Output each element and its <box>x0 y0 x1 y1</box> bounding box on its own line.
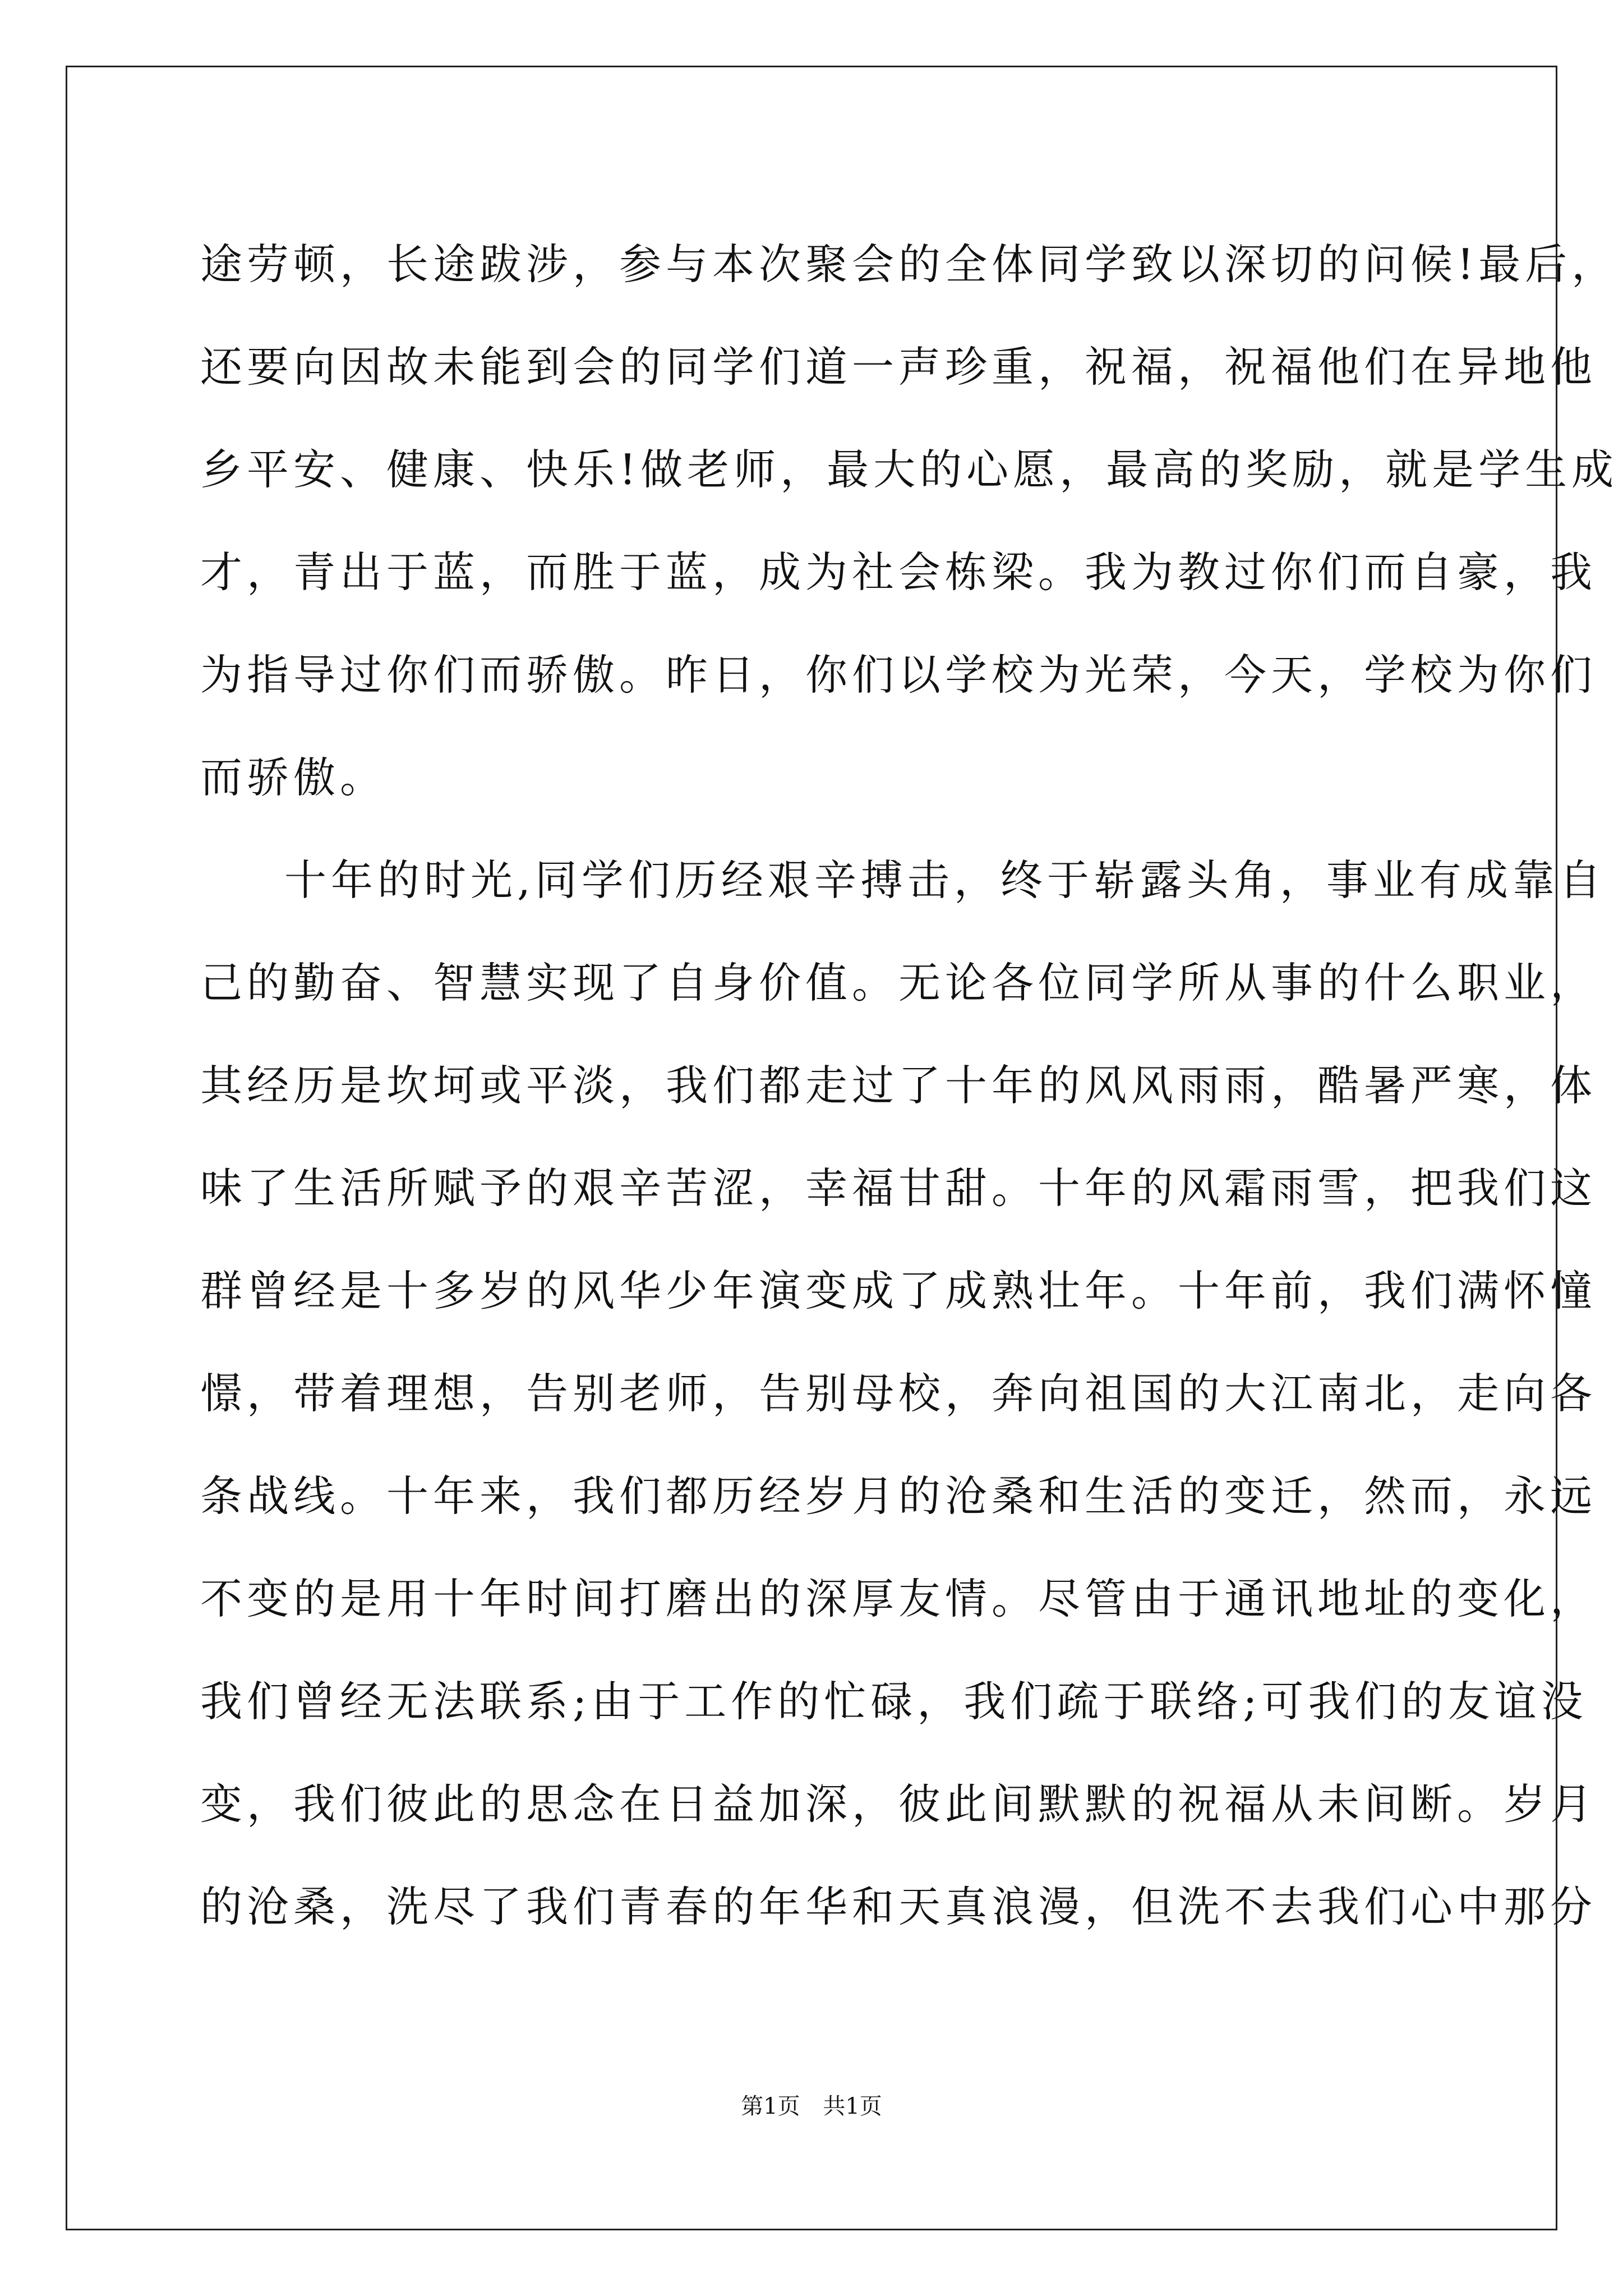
text-line: 味了生活所赋予的艰辛苦涩，幸福甘甜。十年的风霜雨雪，把我们这 <box>200 1163 1597 1213</box>
text-line: 才，青出于蓝，而胜于蓝，成为社会栋梁。我为教过你们而自豪，我 <box>200 547 1597 597</box>
page-count: 共1页 <box>823 2093 882 2119</box>
text-line: 为指导过你们而骄傲。昨日，你们以学校为光荣，今天，学校为你们 <box>200 650 1597 700</box>
text-line: 群曾经是十多岁的风华少年演变成了成熟壮年。十年前，我们满怀憧 <box>200 1266 1597 1315</box>
text-line: 己的勤奋、智慧实现了自身价值。无论各位同学所从事的什么职业， <box>200 958 1597 1007</box>
paragraph-first-line: 十年的时光,同学们历经艰辛搏击，终于崭露头角，事业有成靠自 <box>284 855 1606 905</box>
text-line: 乡平安、健康、快乐!做老师，最大的心愿，最高的奖励，就是学生成 <box>200 445 1619 494</box>
page-number: 第1页 <box>741 2093 800 2119</box>
text-line: 途劳顿，长途跋涉，参与本次聚会的全体同学致以深切的问候!最后， <box>200 240 1619 289</box>
text-line: 条战线。十年来，我们都历经岁月的沧桑和生活的变迁，然而，永远 <box>200 1471 1597 1521</box>
text-line: 其经历是坎坷或平淡，我们都走过了十年的风风雨雨，酷暑严寒，体 <box>200 1061 1597 1110</box>
text-line: 我们曾经无法联系;由于工作的忙碌，我们疏于联络;可我们的友谊没 <box>200 1677 1588 1726</box>
document-body <box>200 213 1619 1958</box>
text-line: 不变的是用十年时间打磨出的深厚友情。尽管由于通讯地址的变化， <box>200 1574 1597 1623</box>
text-line: 的沧桑，洗尽了我们青春的年华和天真浪漫，但洗不去我们心中那分 <box>200 1882 1597 1931</box>
text-line: 变，我们彼此的思念在日益加深，彼此间默默的祝福从未间断。岁月 <box>200 1779 1597 1829</box>
text-line: 憬，带着理想，告别老师，告别母校，奔向祖国的大江南北，走向各 <box>200 1369 1597 1418</box>
text-line: 还要向因故未能到会的同学们道一声珍重，祝福，祝福他们在异地他 <box>200 342 1597 392</box>
page-footer <box>0 2090 1623 2123</box>
text-line: 而骄傲。 <box>200 753 387 802</box>
